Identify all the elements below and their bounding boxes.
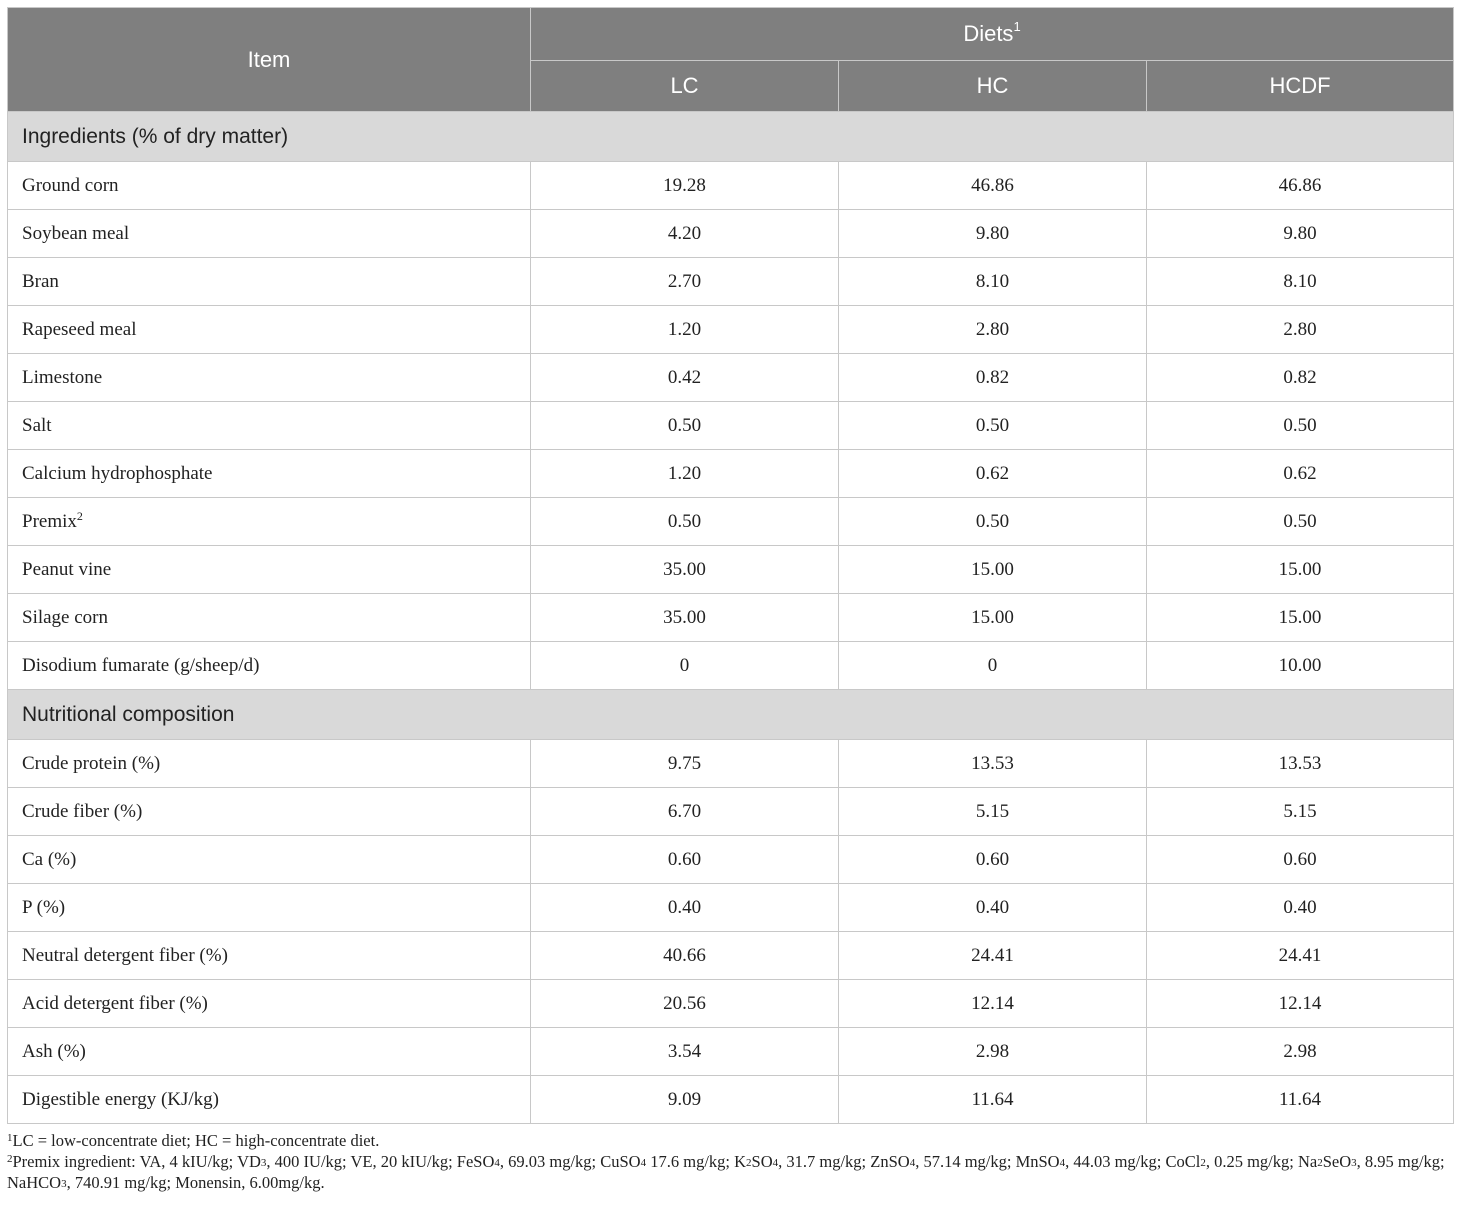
value-cell-hcdf: 8.10: [1147, 258, 1454, 306]
row-label: Limestone: [22, 366, 103, 388]
row-label-cell: [8, 594, 531, 642]
value-cell-hcdf: 13.53: [1147, 740, 1454, 788]
value-cell-lc: 2.70: [531, 258, 839, 306]
section-header-row: [8, 690, 1454, 740]
table-row: [8, 788, 1454, 836]
table-row: [8, 402, 1454, 450]
table-body: [8, 112, 1454, 1124]
value-cell-hcdf: 2.80: [1147, 306, 1454, 354]
table-row: [8, 884, 1454, 932]
row-label: Digestible energy (KJ/kg): [22, 1088, 219, 1110]
value-cell-hc: 8.10: [839, 258, 1147, 306]
footnote-2-text: , 31.7 mg/kg; ZnSO: [778, 1152, 910, 1171]
table-row: [8, 1076, 1454, 1124]
table-row: [8, 642, 1454, 690]
footnote-2-text: , 57.14 mg/kg; MnSO: [915, 1152, 1060, 1171]
value-cell-hc: 15.00: [839, 546, 1147, 594]
row-label-cell: [8, 740, 531, 788]
value-cell-lc: 40.66: [531, 932, 839, 980]
footnote-2-subscript: 3: [260, 1157, 267, 1169]
value-cell-hcdf: 24.41: [1147, 932, 1454, 980]
item-header-text: Item: [247, 46, 291, 72]
footnote-2-subscript: 3: [61, 1178, 67, 1190]
value-cell-hc: 0.50: [839, 498, 1147, 546]
table-row: [8, 740, 1454, 788]
value-cell-lc: 0.50: [531, 498, 839, 546]
diets-group-header: [531, 8, 1454, 61]
footnote-2-text: , 740.91 mg/kg; Monensin, 6.00mg/kg.: [66, 1173, 325, 1192]
value-cell-hc: 2.98: [839, 1028, 1147, 1076]
value-cell-lc: 1.20: [531, 450, 839, 498]
table-row: [8, 498, 1454, 546]
footnote-2-mark: 2: [7, 1153, 13, 1165]
row-label: Disodium fumarate (g/sheep/d): [22, 654, 260, 676]
diet-composition-table-container: [7, 7, 1453, 1193]
value-cell-lc: 35.00: [531, 546, 839, 594]
value-cell-lc: 0.60: [531, 836, 839, 884]
value-cell-hcdf: 2.98: [1147, 1028, 1454, 1076]
value-cell-lc: 1.20: [531, 306, 839, 354]
table-row: [8, 932, 1454, 980]
table-row: [8, 450, 1454, 498]
footnote-2-subscript: 4: [640, 1157, 647, 1169]
column-header-lc: LC: [531, 61, 839, 112]
row-label: Crude fiber (%): [22, 800, 143, 822]
value-cell-hc: 2.80: [839, 306, 1147, 354]
row-label-cell: [8, 980, 531, 1028]
value-cell-hcdf: 15.00: [1147, 546, 1454, 594]
diets-header-text: Diets: [963, 21, 1014, 46]
item-column-header: [8, 8, 531, 112]
table-row: [8, 210, 1454, 258]
row-label-cell: [8, 546, 531, 594]
footnote-2-text: SO: [751, 1152, 773, 1171]
value-cell-lc: 4.20: [531, 210, 839, 258]
footnote-2-subscript: 2: [1200, 1157, 1206, 1169]
footnote-2-text: Premix ingredient: VA, 4 kIU/kg; VD: [12, 1152, 261, 1171]
value-cell-hc: 0.82: [839, 354, 1147, 402]
table-row: [8, 306, 1454, 354]
table-row: [8, 162, 1454, 210]
footnote-2-subscript: 3: [1351, 1157, 1357, 1169]
value-cell-hcdf: 0.40: [1147, 884, 1454, 932]
row-label-cell: [8, 788, 531, 836]
footnote-2-subscript: 4: [1059, 1157, 1066, 1169]
footnote-2-text: , 0.25 mg/kg; Na: [1205, 1152, 1318, 1171]
value-cell-lc: 35.00: [531, 594, 839, 642]
column-header-hc: HC: [839, 61, 1147, 112]
column-header-hcdf: HCDF: [1147, 61, 1454, 112]
value-cell-lc: 6.70: [531, 788, 839, 836]
row-label-cell: [8, 498, 531, 546]
section-title: Nutritional composition: [8, 690, 1454, 740]
value-cell-lc: 0: [531, 642, 839, 690]
footnote-2-subscript: 4: [909, 1157, 916, 1169]
footnote-2-text: , 69.03 mg/kg; CuSO: [499, 1152, 641, 1171]
row-label-cell: [8, 1076, 531, 1124]
value-cell-hcdf: 0.60: [1147, 836, 1454, 884]
row-label-cell: [8, 258, 531, 306]
row-label-cell: [8, 354, 531, 402]
value-cell-hcdf: 46.86: [1147, 162, 1454, 210]
row-label: Peanut vine: [22, 558, 112, 580]
value-cell-hc: 12.14: [839, 980, 1147, 1028]
table-row: [8, 1028, 1454, 1076]
value-cell-hc: 0.50: [839, 402, 1147, 450]
footnote-2-text: , 44.03 mg/kg; CoCl: [1065, 1152, 1201, 1171]
footnote-1: [7, 1130, 1453, 1151]
row-label-cell: [8, 884, 531, 932]
table-row: [8, 594, 1454, 642]
value-cell-hc: 0.60: [839, 836, 1147, 884]
row-label: Premix: [22, 510, 77, 532]
footnote-2: [7, 1151, 1453, 1193]
value-cell-hc: 0.62: [839, 450, 1147, 498]
table-row: [8, 258, 1454, 306]
value-cell-hcdf: 0.62: [1147, 450, 1454, 498]
value-cell-hcdf: 11.64: [1147, 1076, 1454, 1124]
value-cell-hcdf: 12.14: [1147, 980, 1454, 1028]
value-cell-hc: 5.15: [839, 788, 1147, 836]
value-cell-hc: 9.80: [839, 210, 1147, 258]
row-label: Calcium hydrophosphate: [22, 462, 213, 484]
table-row: [8, 546, 1454, 594]
footnote-1-mark: 1: [7, 1132, 13, 1144]
value-cell-hcdf: 0.82: [1147, 354, 1454, 402]
table-header: [8, 8, 1454, 112]
row-label-cell: [8, 836, 531, 884]
row-label-cell: [8, 932, 531, 980]
footnote-2-text: , 8.95 mg/kg; NaHCO: [7, 1152, 1445, 1192]
value-cell-hcdf: 15.00: [1147, 594, 1454, 642]
value-cell-lc: 20.56: [531, 980, 839, 1028]
value-cell-hcdf: 9.80: [1147, 210, 1454, 258]
value-cell-lc: 0.42: [531, 354, 839, 402]
value-cell-hcdf: 0.50: [1147, 402, 1454, 450]
section-header-row: [8, 112, 1454, 162]
footnotes: [7, 1130, 1453, 1193]
row-label: Crude protein (%): [22, 752, 161, 774]
row-label-cell: [8, 402, 531, 450]
value-cell-hc: 11.64: [839, 1076, 1147, 1124]
value-cell-lc: 3.54: [531, 1028, 839, 1076]
row-label: Silage corn: [22, 606, 109, 628]
footnote-2-subscript: 4: [772, 1157, 779, 1169]
value-cell-hcdf: 5.15: [1147, 788, 1454, 836]
row-footnote-mark: 2: [76, 508, 83, 523]
value-cell-hc: 24.41: [839, 932, 1147, 980]
footnote-2-text: SeO: [1322, 1152, 1352, 1171]
table-row: [8, 836, 1454, 884]
row-label: P (%): [22, 896, 66, 918]
row-label: Salt: [22, 414, 52, 436]
value-cell-lc: 9.75: [531, 740, 839, 788]
row-label: Rapeseed meal: [22, 318, 137, 340]
value-cell-hc: 46.86: [839, 162, 1147, 210]
value-cell-hc: 0.40: [839, 884, 1147, 932]
diet-composition-table: [7, 7, 1454, 1124]
diets-footnote-mark: 1: [1013, 19, 1021, 34]
value-cell-hcdf: 10.00: [1147, 642, 1454, 690]
row-label-cell: [8, 162, 531, 210]
value-cell-hcdf: 0.50: [1147, 498, 1454, 546]
row-label: Ground corn: [22, 174, 119, 196]
footnote-2-text: , 400 IU/kg; VE, 20 kIU/kg; FeSO: [266, 1152, 495, 1171]
row-label-cell: [8, 306, 531, 354]
value-cell-hc: 0: [839, 642, 1147, 690]
footnote-2-subscript: 4: [494, 1157, 500, 1169]
table-row: [8, 354, 1454, 402]
footnote-1-text: LC = low-concentrate diet; HC = high-concentrate diet.: [12, 1131, 380, 1150]
row-label: Acid detergent fiber (%): [22, 992, 208, 1014]
value-cell-lc: 19.28: [531, 162, 839, 210]
section-title: Ingredients (% of dry matter): [8, 112, 1454, 162]
value-cell-lc: 0.40: [531, 884, 839, 932]
row-label: Soybean meal: [22, 222, 130, 244]
row-label-cell: [8, 642, 531, 690]
row-label: Ca (%): [22, 848, 77, 870]
footnote-2-text: 17.6 mg/kg; K: [646, 1152, 747, 1171]
footnote-2-subscript: 2: [746, 1157, 752, 1169]
row-label-cell: [8, 450, 531, 498]
row-label: Neutral detergent fiber (%): [22, 944, 228, 966]
value-cell-hc: 13.53: [839, 740, 1147, 788]
table-row: [8, 980, 1454, 1028]
value-cell-hc: 15.00: [839, 594, 1147, 642]
row-label-cell: [8, 210, 531, 258]
row-label: Bran: [22, 270, 59, 292]
value-cell-lc: 0.50: [531, 402, 839, 450]
row-label-cell: [8, 1028, 531, 1076]
footnote-2-subscript: 2: [1317, 1157, 1323, 1169]
value-cell-lc: 9.09: [531, 1076, 839, 1124]
row-label: Ash (%): [22, 1040, 86, 1062]
